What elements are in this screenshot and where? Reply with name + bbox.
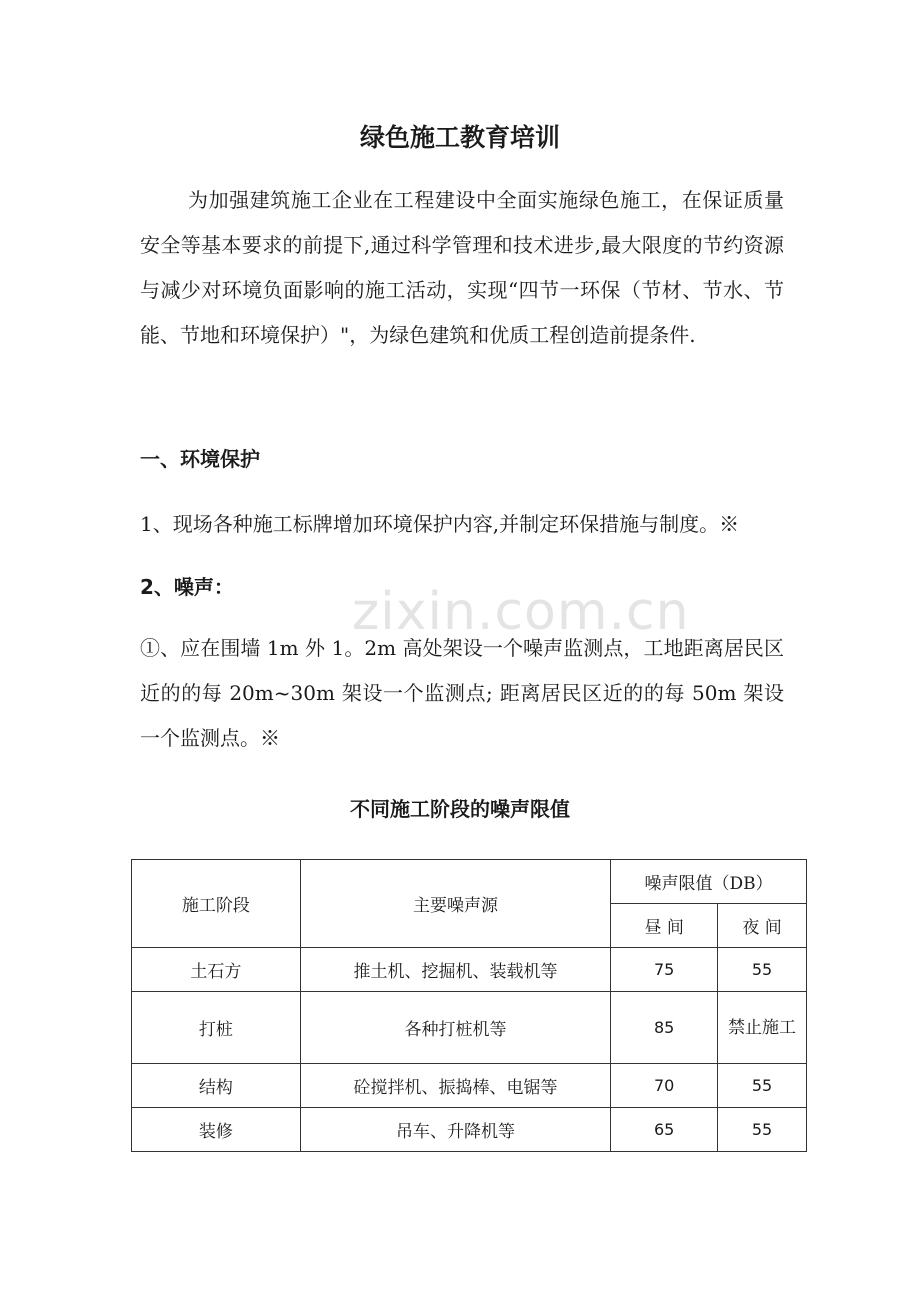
cell-night: 55 [718, 1108, 807, 1152]
cell-day: 65 [611, 1108, 718, 1152]
cell-night: 禁止施工 [718, 992, 807, 1064]
table-title: 不同施工阶段的噪声限值 [350, 797, 570, 821]
table-row [132, 1064, 807, 1108]
cell-source: 各种打桩机等 [300, 992, 610, 1064]
section-heading-environment: 一、环境保护 [140, 447, 260, 471]
cell-stage: 打桩 [132, 992, 301, 1064]
document-title: 绿色施工教育培训 [359, 123, 560, 152]
noise-monitoring-paragraph: ①、应在围墙 1m 外 1。2m 高处架设一个噪声监测点，工地距离居民区近的的每 20m~30m 架设一个监测点; 距离居民区近的的每 50m 架设一个监测点。※ [140, 636, 784, 750]
header-stage: 施工阶段 [132, 860, 301, 948]
cell-source: 吊车、升降机等 [300, 1108, 610, 1152]
item-signage: 1、现场各种施工标牌增加环境保护内容,并制定环保措施与制度。※ [140, 512, 740, 536]
table-row [132, 948, 807, 992]
table-header-row [132, 860, 807, 904]
cell-day: 75 [611, 948, 718, 992]
header-source: 主要噪声源 [300, 860, 610, 948]
header-night: 夜 间 [718, 904, 807, 948]
watermark: zixin.com.cn [352, 582, 690, 642]
cell-day: 70 [611, 1064, 718, 1108]
table-row [132, 992, 807, 1064]
item-noise-heading: 2、噪声： [140, 575, 234, 599]
cell-source: 推土机、挖掘机、装载机等 [300, 948, 610, 992]
intro-paragraph: 为加强建筑施工企业在工程建设中全面实施绿色施工，在保证质量安全等基本要求的前提下,通过科学管理和技术进步,最大限度的节约资源与减少对环境负面影响的施工活动，实现“四节一环保（节材、节水、节能、节地和环境保护）"，为绿色建筑和优质工程创造前提条件. [140, 188, 784, 347]
table-row [132, 1108, 807, 1152]
cell-night: 55 [718, 948, 807, 992]
header-day: 昼 间 [611, 904, 718, 948]
cell-night: 55 [718, 1064, 807, 1108]
cell-day: 85 [611, 992, 718, 1064]
header-limit: 噪声限值（DB） [611, 860, 807, 904]
cell-stage: 土石方 [132, 948, 301, 992]
cell-source: 砼搅拌机、振捣棒、电锯等 [300, 1064, 610, 1108]
cell-stage: 装修 [132, 1108, 301, 1152]
cell-stage: 结构 [132, 1064, 301, 1108]
noise-limit-table [131, 859, 807, 1152]
